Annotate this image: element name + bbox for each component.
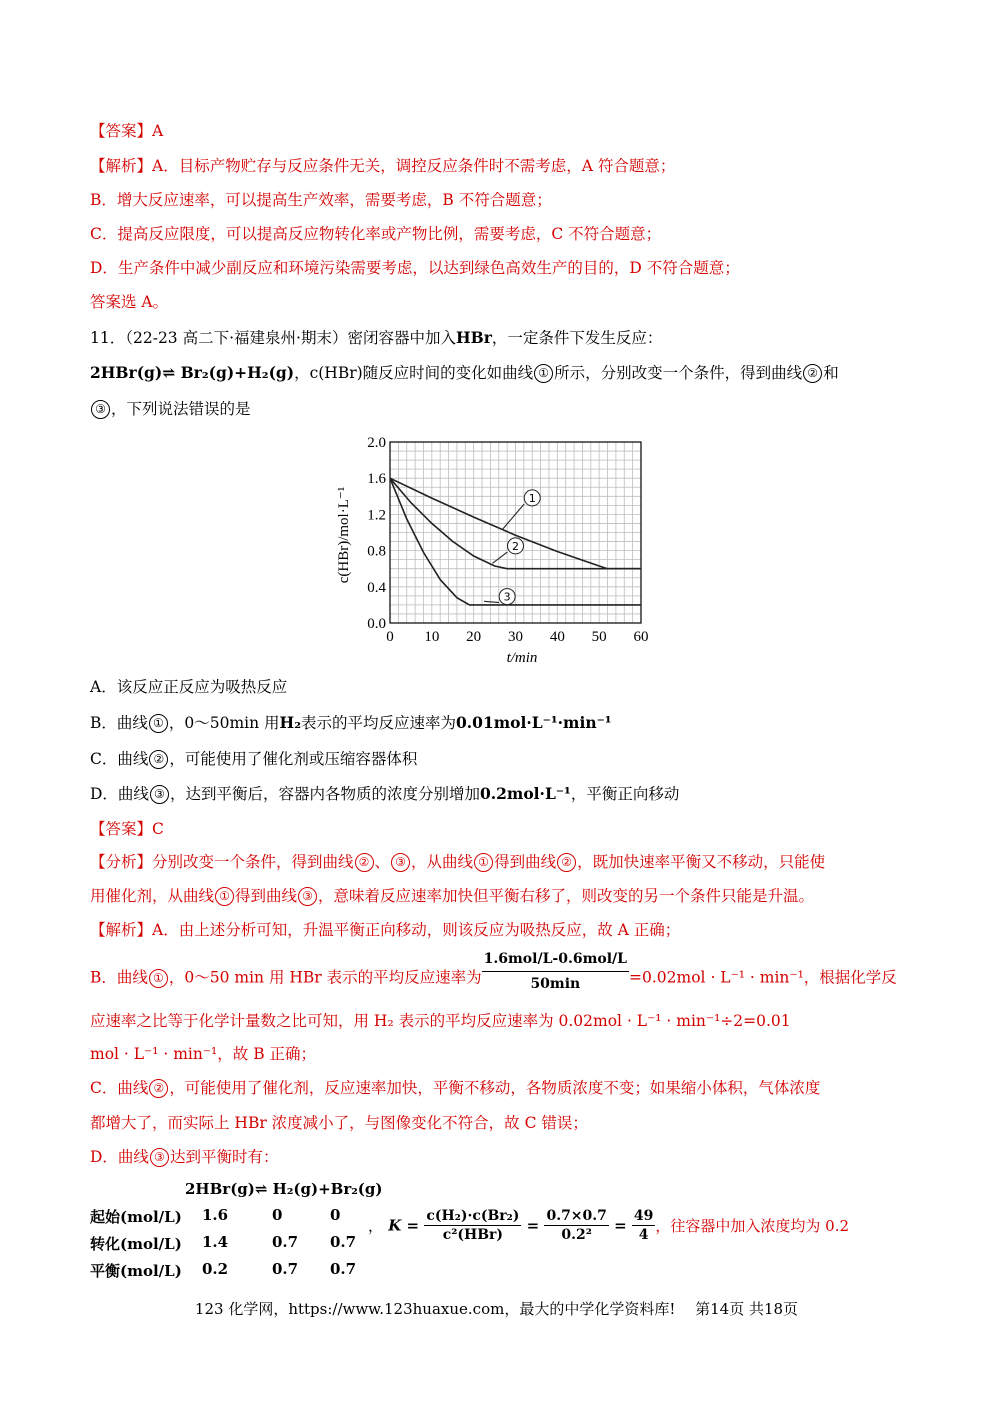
conc-value: 0.2mol·L⁻¹ <box>479 784 571 803</box>
option-d <box>90 783 679 805</box>
stem-part: ，c(HBr)随反应时间的变化如曲线 <box>294 364 534 382</box>
table-cell: 0 <box>330 1206 341 1224</box>
y-tick-label: 0.4 <box>367 579 386 596</box>
jiexi-text: ，可能使用了催化剂，反应速率加快，平衡不移动，各物质浓度不变；如果缩小体积，气体浓度 <box>169 1079 821 1097</box>
series-label: 3 <box>503 590 511 604</box>
answer-tag: 【答案】 <box>90 122 153 140</box>
y-axis-label: c(HBr)/mol·L⁻¹ <box>336 486 352 584</box>
y-tick-label: 0.0 <box>367 616 386 632</box>
series-leader <box>492 552 507 563</box>
reaction-equation: 2HBr(g)⇌ Br₂(g)+H₂(g) <box>90 363 295 382</box>
chart-ticks <box>367 435 648 645</box>
curve-label-3: ③ <box>150 785 169 804</box>
fraction-denominator: 4 <box>638 1227 649 1243</box>
table-cell: 0.7 <box>330 1260 357 1278</box>
k-fraction-2 <box>544 1208 608 1243</box>
x-axis-label: t/min <box>506 650 538 666</box>
fenxi-line-2 <box>90 885 814 907</box>
page-footer: 123 化学网，https://www.123huaxue.com，最大的中学化学资料库! 第14页 共18页 <box>194 1300 799 1318</box>
curve-label-3: ③ <box>91 400 110 419</box>
option-text: D．曲线 <box>90 785 149 803</box>
hbr-formula: HBr <box>455 328 492 347</box>
table-cell: 0.7 <box>272 1260 299 1278</box>
fenxi-text: ，既加快速率平衡又不移动，只能使 <box>577 853 826 871</box>
curve-label-2: ② <box>803 364 822 383</box>
k-tail-text: ，往容器中加入浓度均为 0.2 <box>655 1217 850 1235</box>
option-text: ，平衡正向移动 <box>570 785 680 803</box>
option-text: 表示的平均反应速率为 <box>300 714 456 732</box>
question-number: 11． <box>90 329 126 347</box>
x-tick-label: 50 <box>591 629 607 645</box>
x-tick-label: 20 <box>466 629 482 645</box>
jiexi-b-1 <box>90 951 897 995</box>
stem-part: ，下列说法错误的是 <box>111 400 251 418</box>
h2-formula: H₂ <box>279 713 301 732</box>
k-symbol: K <box>388 1216 402 1235</box>
jiexi-text: ，0～50 min 用 HBr 表示的平均反应速率为 <box>168 968 482 987</box>
fenxi-text: 分别改变一个条件，得到曲线 <box>152 853 354 871</box>
prev-analysis-d: D．生产条件中减少副反应和环境污染需要考虑，以达到绿色高效生产的目的，D 不符合题意； <box>90 259 740 277</box>
fenxi-text: 得到曲线 <box>494 853 557 871</box>
fenxi-text: ，意味着反应速率加快但平衡右移了，则改变的另一个条件只能是升温。 <box>318 887 815 905</box>
answer-value: C <box>152 820 164 838</box>
table-cell: 0 <box>272 1206 283 1224</box>
prev-analysis-b: B．增大反应速率，可以提高生产效率，需要考虑，B 不符合题意； <box>90 191 552 209</box>
hbr-concentration-chart <box>320 430 660 670</box>
x-tick-label: 10 <box>424 629 440 645</box>
jiexi-text: =0.02mol · L⁻¹ · min⁻¹，根据化学反 <box>629 968 897 987</box>
fraction-numerator: 49 <box>633 1208 654 1224</box>
table-cell: 1.4 <box>202 1233 229 1251</box>
y-tick-label: 2.0 <box>367 435 386 451</box>
curve-label-3: ③ <box>391 853 410 872</box>
x-tick-label: 40 <box>549 629 565 645</box>
fraction-denominator: c²(HBr) <box>442 1227 504 1243</box>
answer-value: A <box>152 122 164 140</box>
option-text: C．曲线 <box>90 750 149 768</box>
k-comma: ， <box>368 1217 384 1235</box>
series-label: 2 <box>512 539 519 553</box>
question-stem-2 <box>90 398 251 420</box>
question-intro <box>90 327 662 349</box>
curve-label-1: ① <box>474 853 493 872</box>
analysis-text: A．目标产物贮存与反应条件无关，调控反应条件时不需考虑，A 符合题意； <box>152 157 676 175</box>
question-source: （22-23 高二下·福建泉州·期末）密闭容器中加入 <box>125 329 456 347</box>
jiexi-text: D．曲线 <box>90 1148 149 1166</box>
x-tick-label: 0 <box>386 629 394 645</box>
option-text: ，可能使用了催化剂或压缩容器体积 <box>169 750 418 768</box>
jiexi-text: B．曲线 <box>90 968 148 987</box>
curve-label-1: ① <box>149 714 168 733</box>
question-intro-tail: ，一定条件下发生反应： <box>491 329 663 347</box>
series-leader <box>503 504 524 529</box>
curve-label-1: ① <box>534 364 553 383</box>
y-tick-label: 1.2 <box>367 507 386 524</box>
fraction-denominator: 0.2² <box>561 1227 592 1243</box>
jiexi-text: 达到平衡时有： <box>169 1148 279 1166</box>
table-cell: 0.7 <box>330 1233 357 1251</box>
curve-label-2: ② <box>557 853 576 872</box>
fraction-numerator: c(H₂)·c(Br₂) <box>426 1208 520 1224</box>
prev-analysis-a <box>90 155 675 177</box>
question-stem <box>90 362 839 384</box>
curve-label-1: ① <box>215 887 234 906</box>
jiexi-tag: 【解析】 <box>90 921 153 939</box>
option-text: B．曲线 <box>90 714 148 732</box>
fenxi-line-1 <box>90 851 825 873</box>
series-leader <box>484 601 499 602</box>
fenxi-text: ，从曲线 <box>411 853 474 871</box>
fenxi-text: 、 <box>374 853 391 871</box>
jiexi-text: A．由上述分析可知，升温平衡正向移动，则该反应为吸热反应，故 A 正确； <box>152 921 681 939</box>
rate-value: 0.01mol·L⁻¹·min⁻¹ <box>456 713 612 732</box>
table-cell: 1.6 <box>202 1206 229 1224</box>
curve-label-3: ③ <box>150 1148 169 1167</box>
jiexi-c-1 <box>90 1077 820 1099</box>
option-c <box>90 748 417 770</box>
answer-tag: 【答案】 <box>90 820 153 838</box>
prev-analysis-c: C．提高反应限度，可以提高反应物转化率或产物比例，需要考虑，C 不符合题意； <box>90 225 662 243</box>
curve-label-3: ③ <box>298 887 317 906</box>
fenxi-tag: 【分析】 <box>90 853 153 871</box>
table-row-label: 起始(mol/L) <box>90 1208 182 1226</box>
curve-label-1: ① <box>149 969 168 988</box>
y-tick-label: 0.8 <box>367 543 386 560</box>
option-text: ，0～50min 用 <box>168 714 280 732</box>
k-expression: ， K = $\frac{\text{c(H₂)·c(Br₂)}}{\text{c²(HBr)}}$ = $\frac{0.7\times 0.7}{\text{0.2²}}$ = $\frac{49}{4}$ ，往容器中加入浓度均为 0.2 <box>368 1208 850 1243</box>
fraction-numerator: 1.6mol/L-0.6mol/L <box>482 948 629 972</box>
y-tick-label: 1.6 <box>367 471 386 488</box>
answer <box>90 818 164 840</box>
option-a: A．该反应正反应为吸热反应 <box>90 678 288 696</box>
fraction-denominator: 50min <box>530 976 581 992</box>
curve-label-2: ② <box>355 853 374 872</box>
fraction-numerator: 0.7×0.7 <box>546 1208 607 1224</box>
analysis-tag: 【解析】 <box>90 157 153 175</box>
table-cell: 0.2 <box>202 1260 229 1278</box>
table-row-label: 转化(mol/L) <box>90 1235 182 1253</box>
prev-answer <box>90 120 163 142</box>
rate-fraction <box>482 948 629 995</box>
jiexi-b-3: mol · L⁻¹ · min⁻¹，故 B 正确； <box>90 1045 317 1063</box>
k-fraction-1 <box>424 1208 521 1243</box>
table-header: 2HBr(g)⇌ H₂(g)+Br₂(g) <box>185 1180 383 1198</box>
jiexi-b-2: 应速率之比等于化学计量数之比可知，用 H₂ 表示的平均反应速率为 0.02mol · L⁻¹ · min⁻¹÷2=0.01 <box>90 1012 791 1030</box>
x-tick-label: 60 <box>633 629 649 645</box>
table-row-label: 平衡(mol/L) <box>90 1262 182 1280</box>
stem-part: 和 <box>823 364 839 382</box>
option-text: ，达到平衡后，容器内各物质的浓度分别增加 <box>169 785 480 803</box>
curve-label-2: ② <box>149 1079 168 1098</box>
jiexi-d <box>90 1146 278 1168</box>
prev-conclusion: 答案选 A。 <box>90 293 169 311</box>
x-tick-label: 30 <box>508 629 523 645</box>
jiexi-c-2: 都增大了，而实际上 HBr 浓度减小了，与图像变化不符合，故 C 错误； <box>90 1114 588 1132</box>
fenxi-text: 用催化剂，从曲线 <box>90 887 215 905</box>
jiexi-text: C．曲线 <box>90 1079 149 1097</box>
table-cell: 0.7 <box>272 1233 299 1251</box>
curve-label-2: ② <box>149 750 168 769</box>
fenxi-text: 得到曲线 <box>235 887 298 905</box>
k-fraction-3 <box>632 1208 655 1243</box>
series-label: 1 <box>528 491 536 505</box>
stem-part: 所示，分别改变一个条件，得到曲线 <box>554 364 803 382</box>
jiexi-a <box>90 919 680 941</box>
option-b <box>90 712 612 734</box>
